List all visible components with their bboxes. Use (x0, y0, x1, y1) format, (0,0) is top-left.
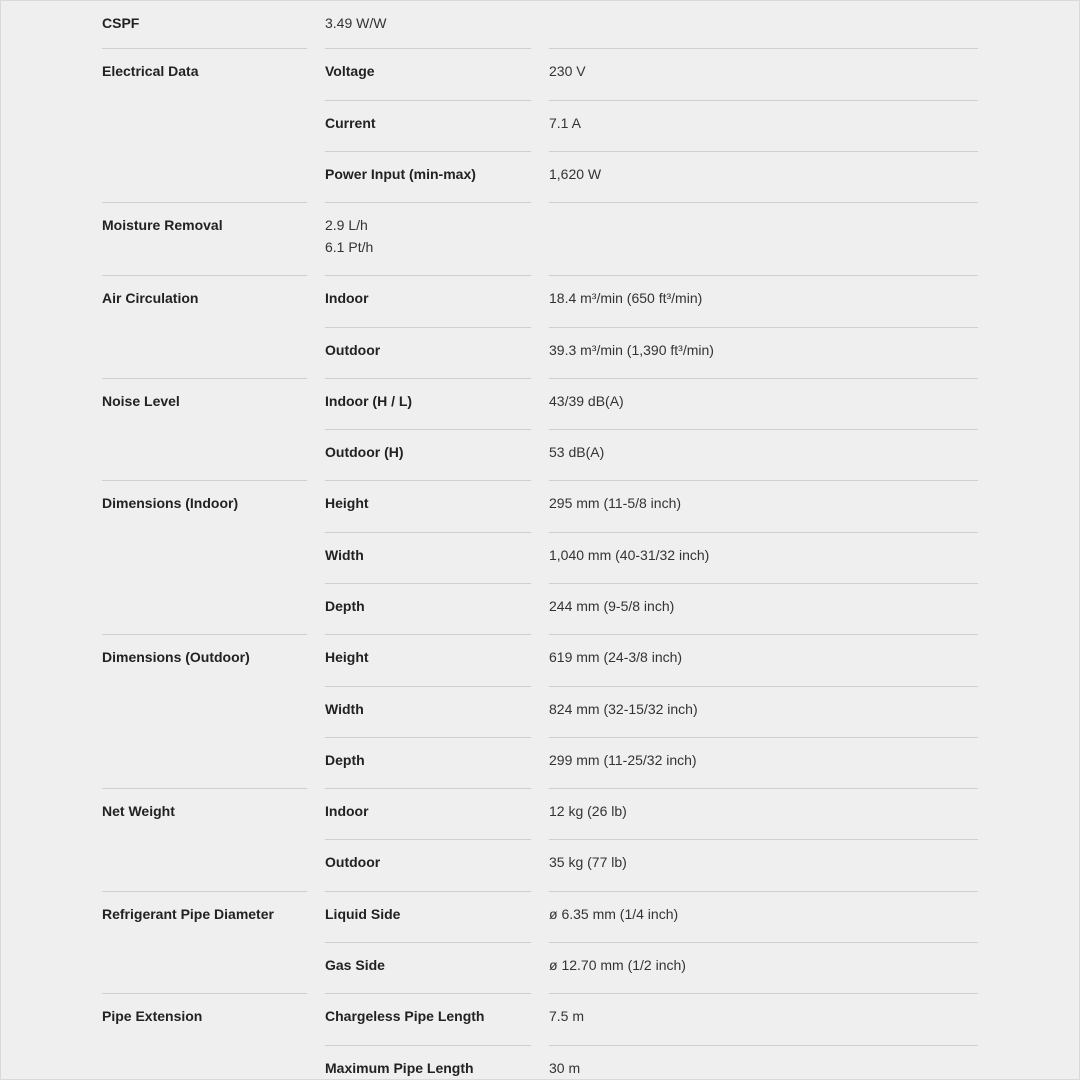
spec-sub-label: Outdoor (325, 854, 381, 870)
row-divider (549, 891, 978, 892)
spec-sub-label: Width (325, 701, 364, 717)
row-divider (549, 480, 978, 481)
spec-sub-label: Liquid Side (325, 906, 401, 922)
spec-sub-label: Width (325, 547, 364, 563)
group-divider (102, 202, 307, 203)
row-divider (549, 993, 978, 994)
spec-value: 39.3 m³/min (1,390 ft³/min) (549, 342, 714, 358)
row-divider (549, 151, 978, 152)
group-divider (102, 634, 307, 635)
spec-sub-label: Outdoor (325, 342, 381, 358)
spec-value: 1,040 mm (40-31/32 inch) (549, 547, 710, 563)
spec-sub-label: Chargeless Pipe Length (325, 1008, 485, 1024)
row-divider (549, 378, 978, 379)
spec-value: 295 mm (11-5/8 inch) (549, 495, 682, 511)
row-divider (549, 429, 978, 430)
spec-value: ø 12.70 mm (1/2 inch) (549, 957, 686, 973)
row-divider (549, 100, 978, 101)
row-divider (325, 737, 531, 738)
row-divider (325, 1045, 531, 1046)
row-divider (549, 1045, 978, 1046)
row-divider (549, 942, 978, 943)
row-divider (325, 275, 531, 276)
spec-sub-label: Height (325, 495, 369, 511)
spec-label: Dimensions (Indoor) (102, 495, 239, 512)
spec-sub-label: Indoor (H / L) (325, 393, 413, 409)
spec-value: 299 mm (11-25/32 inch) (549, 752, 697, 768)
spec-value: 12 kg (26 lb) (549, 803, 627, 819)
group-divider (102, 275, 307, 276)
row-divider (549, 686, 978, 687)
spec-sub-label: Depth (325, 598, 365, 614)
row-divider (325, 480, 531, 481)
row-divider (549, 48, 978, 49)
row-divider (325, 151, 531, 152)
row-divider (325, 583, 531, 584)
row-divider (325, 429, 531, 430)
spec-value: 18.4 m³/min (650 ft³/min) (549, 290, 703, 306)
spec-value: 619 mm (24-3/8 inch) (549, 649, 683, 665)
group-divider (102, 993, 307, 994)
spec-sub-label: Depth (325, 752, 365, 768)
spec-label: CSPF (102, 15, 140, 31)
row-divider (325, 942, 531, 943)
spec-value: 2.9 L/h (325, 217, 368, 233)
row-divider (325, 48, 531, 49)
spec-value: 7.1 A (549, 115, 581, 131)
spec-value: 35 kg (77 lb) (549, 854, 627, 870)
row-divider (325, 686, 531, 687)
spec-label: Net Weight (102, 803, 175, 820)
spec-label: Noise Level (102, 392, 180, 409)
spec-sub-label: Maximum Pipe Length (325, 1060, 474, 1076)
spec-value: 1,620 W (549, 166, 602, 182)
row-divider (325, 100, 531, 101)
row-divider (549, 839, 978, 840)
spec-value: 43/39 dB(A) (549, 393, 624, 409)
row-divider (549, 583, 978, 584)
spec-label: Electrical Data (102, 63, 199, 80)
row-divider (325, 202, 531, 203)
spec-sub-label: Gas Side (325, 957, 385, 973)
group-divider (102, 788, 307, 789)
spec-label: Moisture Removal (102, 217, 223, 234)
spec-value: 3.49 W/W (325, 15, 387, 31)
row-divider (325, 327, 531, 328)
spec-sub-label: Outdoor (H) (325, 444, 404, 460)
spec-value: 7.5 m (549, 1008, 585, 1024)
group-divider (102, 480, 307, 481)
row-divider (549, 788, 978, 789)
group-divider (102, 378, 307, 379)
spec-value: 230 V (549, 63, 586, 79)
row-divider (549, 327, 978, 328)
spec-value: 6.1 Pt/h (325, 239, 374, 255)
spec-sub-label: Current (325, 115, 376, 131)
row-divider (549, 532, 978, 533)
spec-sub-label: Indoor (325, 290, 369, 306)
group-divider (102, 48, 307, 49)
row-divider (549, 737, 978, 738)
row-divider (325, 839, 531, 840)
row-divider (325, 532, 531, 533)
spec-label: Air Circulation (102, 290, 199, 307)
row-divider (325, 378, 531, 379)
spec-sub-label: Height (325, 649, 369, 665)
spec-value: 53 dB(A) (549, 444, 605, 460)
spec-sub-label: Indoor (325, 803, 369, 819)
spec-value: 244 mm (9-5/8 inch) (549, 598, 675, 614)
group-divider (102, 891, 307, 892)
row-divider (549, 634, 978, 635)
row-divider (325, 891, 531, 892)
spec-label: Dimensions (Outdoor) (102, 649, 250, 666)
row-divider (549, 275, 978, 276)
row-divider (549, 202, 978, 203)
spec-sub-label: Power Input (min-max) (325, 166, 476, 182)
row-divider (325, 788, 531, 789)
spec-value: 824 mm (32-15/32 inch) (549, 701, 698, 717)
spec-value: ø 6.35 mm (1/4 inch) (549, 906, 679, 922)
row-divider (325, 993, 531, 994)
spec-label: Refrigerant Pipe Diameter (102, 905, 274, 922)
spec-sub-label: Voltage (325, 63, 375, 79)
row-divider (325, 634, 531, 635)
spec-label: Pipe Extension (102, 1008, 203, 1025)
spec-value: 30 m (549, 1060, 581, 1076)
